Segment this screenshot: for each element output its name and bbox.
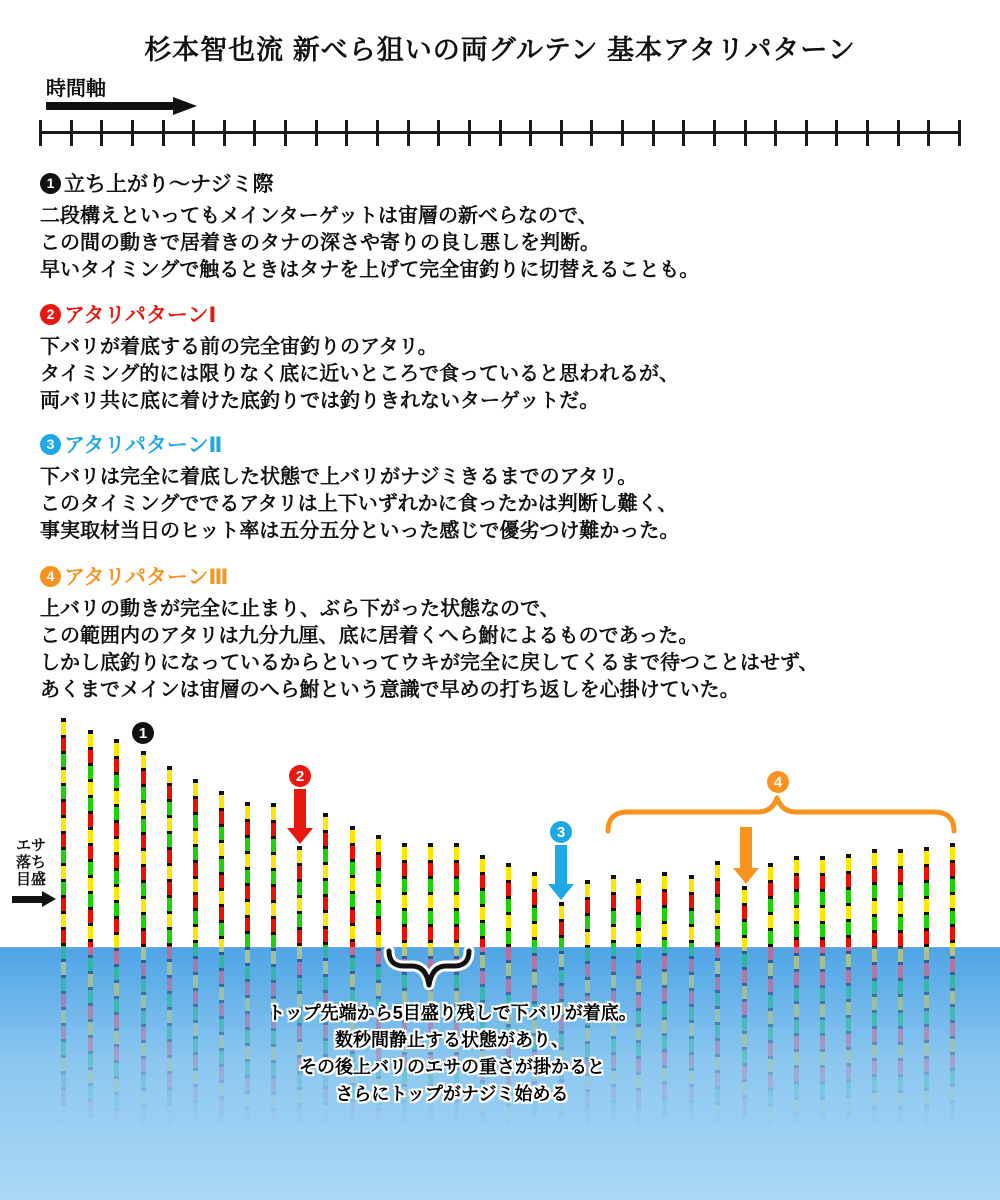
text-line: 下バリは完全に着底した状態で上バリがナジミきるまでのアタリ。 [40,466,638,488]
section-title: アタリパターンⅠ [64,304,217,327]
timeline-tick [560,120,563,146]
float-stick [872,849,877,1200]
section-title: 立ち上がり〜ナジミ際 [64,173,274,196]
timeline-tick [529,120,532,146]
annotation-line: さらにトップがナジミ始める [335,1084,569,1104]
timeline-tick [774,120,777,146]
timeline-tick [100,120,103,146]
timeline-tick [253,120,256,146]
text-line: 事実取材当日のヒット率は五分五分といった感じで優劣つけ難かった。 [40,520,680,542]
timeline-tick [192,120,195,146]
timeline-tick [958,120,961,146]
timeline-tick [652,120,655,146]
float-stick [898,849,903,1200]
text-line: 二段構えといってもメインターゲットは宙層の新べらなので、 [40,205,598,227]
text-line: 上バリの動きが完全に止まり、ぶら下がった状態なので、 [40,598,560,620]
timeline-tick [927,120,930,146]
annotation-line: トップ先端から5目盛り残しで下バリが着底。 [267,1003,637,1023]
float-stick [219,791,224,1200]
esa-arrow-icon [12,896,42,903]
text-line: このタイミングででるアタリは上下いずれかに食ったかは判断し難く、 [40,493,678,515]
timeline-tick [866,120,869,146]
section-title: アタリパターンⅢ [64,566,229,589]
time-axis-arrowhead-icon [173,97,197,115]
number-badge-icon: 2 [40,304,61,325]
section-2 [40,299,960,415]
marker-circle-4: 4 [767,771,789,793]
section-title: アタリパターンⅡ [64,434,223,457]
section-heading [40,429,960,459]
label-line: 目盛 [15,871,46,888]
float-stick [924,847,929,1200]
section-3 [40,429,960,545]
section-4 [40,561,960,704]
float-stick [950,843,955,1200]
marker-circle-1: 1 [132,722,154,744]
timeline-tick [621,120,624,146]
text-line: 早いタイミングで触るときはタナを上げて完全宙釣りに切替えることも。 [40,259,700,281]
section-body [40,596,960,704]
text-line: この間の動きで居着きのタナの深さや寄りの良し悪しを判断。 [40,232,600,254]
section-body [40,464,960,545]
marker-circle-3: 3 [550,821,572,843]
text-line: しかし底釣りになっているからといってウキが完全に戻してくるまで待つことはせず、 [40,652,819,674]
float-stick [794,856,799,1200]
text-line: 両バリ共に底に着けた底釣りでは釣りきれないターゲットだ。 [40,390,600,412]
float-stick [141,751,146,1200]
section-heading [40,561,960,591]
float-stick [167,766,172,1200]
timeline-tick [376,120,379,146]
float-stick [88,730,93,1200]
section-body [40,203,960,284]
down-arrowhead-icon-3 [548,884,574,900]
time-axis-arrow-icon [46,102,173,110]
section-1 [40,168,960,284]
bottom-annotation [150,1000,754,1108]
timeline-tick [835,120,838,146]
timeline-tick [499,120,502,146]
label-line: 落ち [15,854,46,871]
float-stick [820,856,825,1200]
number-badge-icon: 1 [40,173,61,194]
timeline-tick [315,120,318,146]
down-arrow-icon-4 [740,827,752,868]
section-heading [40,299,960,329]
number-badge-icon: 4 [40,566,61,587]
timeline-tick [713,120,716,146]
timeline-tick [131,120,134,146]
timeline-tick [805,120,808,146]
section-heading [40,168,960,198]
text-line: 下バリが着底する前の完全宙釣りのアタリ。 [40,336,438,358]
down-arrowhead-icon-2 [287,828,313,844]
down-arrow-icon-3 [555,845,567,884]
timeline-tick [744,120,747,146]
down-arrow-icon-2 [294,789,306,828]
text-line: タイミング的には限りなく底に近いところで食っていると思われるが、 [40,363,679,385]
annotation-line: 数秒間静止する状態があり、 [335,1030,569,1050]
timeline-tick [162,120,165,146]
timeline-tick [70,120,73,146]
pattern3-range-brace [608,798,954,831]
number-badge-icon: 3 [40,434,61,455]
float-stick [768,863,773,1200]
timeline-tick [897,120,900,146]
marker-circle-2: 2 [289,765,311,787]
esa-arrowhead-icon [42,891,56,907]
timeline-tick [590,120,593,146]
timeline-tick [345,120,348,146]
text-line: あくまでメインは宙層のへら鮒という意識で早めの打ち返しを心掛けていた。 [40,679,740,701]
page-title: 杉本智也流 新べら狙いの両グルテン 基本アタリパターン [144,35,856,65]
section-body [40,334,960,415]
float-stick [846,854,851,1200]
label-line: エサ [15,837,46,854]
float-stick [114,739,119,1200]
float-stick [193,779,198,1200]
esa-drop-scale-label [6,837,56,888]
timeline-tick [223,120,226,146]
timeline-tick [437,120,440,146]
time-axis-label: 時間軸 [46,78,106,100]
float-stick [61,718,66,1200]
annotation-line: その後上バリのエサの重さが掛かると [299,1057,605,1077]
timeline-tick [39,120,42,146]
timeline-tick [468,120,471,146]
down-arrowhead-icon-4 [733,868,759,884]
timeline-tick [284,120,287,146]
timeline-tick [407,120,410,146]
timeline-tick [682,120,685,146]
text-line: この範囲内のアタリは九分九厘、底に居着くへら鮒によるものであった。 [40,625,699,647]
